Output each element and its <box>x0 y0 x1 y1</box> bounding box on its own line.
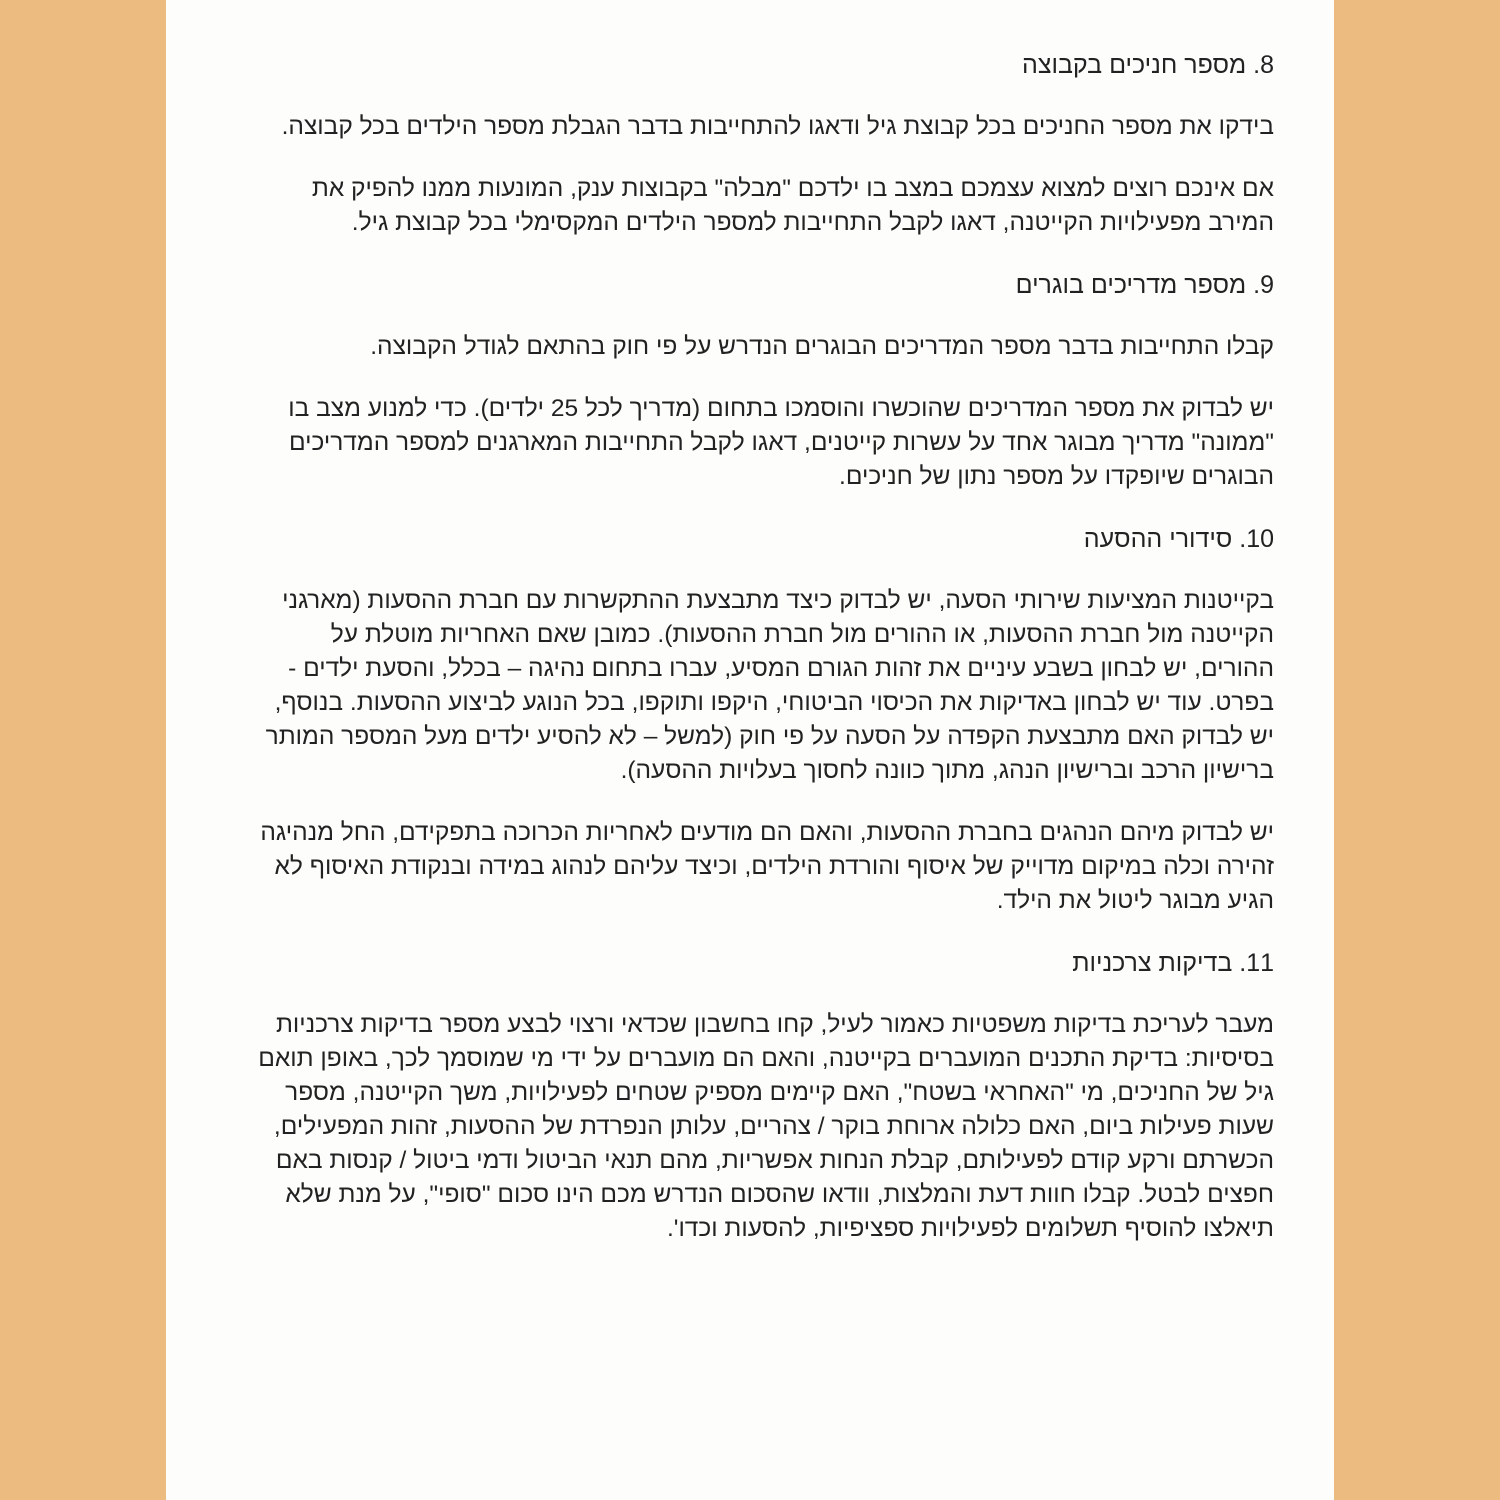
document-body <box>254 48 1274 1272</box>
section-heading-10: 10. סידורי ההסעה <box>1083 525 1274 553</box>
section-10-paragraph-1: בקייטנות המציעות שירותי הסעה, יש לבדוק כיצד מתבצעת ההתקשרות עם חברת ההסעות (מארגני הקייטנה מול חברת ההסעות, או ההורים מול חברת ההסעות). כמובן שאם האחריות מוטלת על ההורים, יש לבחון בשבע עיניים את זהות הגורם המסיע, עברו בתחום נהיגה – בכלל, והסעת ילדים - בפרט. עוד יש לבחון באדיקות את הכיסוי הביטוחי, היקפו ותוקפו, בכל הנוגע לביצוע ההסעות. בנוסף, יש לבדוק האם מתבצעת הקפדה על הסעה על פי חוק (למשל – לא להסיע ילדים מעל המספר המותר ברישיון הרכב וברישיון הנהג, מתוך כוונה לחסוך בעלויות ההסעה). <box>265 587 1274 784</box>
section-9-paragraph-1: קבלו התחייבות בדבר מספר המדריכים הבוגרים הנדרש על פי חוק בהתאם לגודל הקבוצה. <box>370 333 1274 360</box>
section-11-paragraph-1: מעבר לעריכת בדיקות משפטיות כאמור לעיל, קחו בחשבון שכדאי ורצוי לבצע מספר בדיקות צרכניות בסיסיות: בדיקת התכנים המועברים בקייטנה, והאם הם מועברים על ידי מי שמוסמך לכך, באופן תואם גיל של החניכים, מי "האחראי בשטח", האם קיימים מספיק שטחים לפעילויות, משך הקייטנה, מספר שעות פעילות ביום, האם כלולה ארוחת בוקר / צהריים, עלותן הנפרדת של ההסעות, זהות המפעילים, הכשרתם ורקע קודם לפעילותם, קבלת הנחות אפשריות, מהם תנאי הביטול ודמי ביטול / קנסות באם חפצים לבטל. קבלו חוות דעת והמלצות, וודאו שהסכום הנדרש מכם הינו סכום "סופי", על מנת שלא תיאלצו להוסיף תשלומים לפעילויות ספציפיות, להסעות וכדו'. <box>258 1011 1274 1242</box>
section-9-paragraph-2: יש לבדוק את מספר המדריכים שהוכשרו והוסמכו בתחום (מדריך לכל 25 ילדים). כדי למנוע מצב בו "ממונה" מדריך מבוגר אחד על עשרות קייטנים, דאגו לקבל התחייבות המארגנים למספר המדריכים הבוגרים שיופקדו על מספר נתון של חניכים. <box>288 395 1274 490</box>
section-heading-9: 9. מספר מדריכים בוגרים <box>1015 271 1274 299</box>
document-page <box>166 0 1334 1500</box>
section-8-paragraph-1: בידקו את מספר החניכים בכל קבוצת גיל ודאגו להתחייבות בדבר הגבלת מספר הילדים בכל קבוצה. <box>281 113 1274 140</box>
section-10-paragraph-2: יש לבדוק מיהם הנהגים בחברת ההסעות, והאם הם מודעים לאחריות הכרוכה בתפקידם, החל מנהיגה זהירה וכלה במיקום מדוייק של איסוף והורדת הילדים, וכיצד עליהם לנהוג במידה ובנקודת האיסוף לא הגיע מבוגר ליטול את הילד. <box>260 819 1274 914</box>
section-8-paragraph-2: אם אינכם רוצים למצוא עצמכם במצב בו ילדכם "מבלה" בקבוצות ענק, המונעות ממנו להפיק את המירב מפעילויות הקייטנה, דאגו לקבל התחייבות למספר הילדים המקסימלי בכל קבוצת גיל. <box>311 175 1274 236</box>
section-heading-8: 8. מספר חניכים בקבוצה <box>1022 51 1274 79</box>
section-heading-11: 11. בדיקות צרכניות <box>1072 949 1274 977</box>
